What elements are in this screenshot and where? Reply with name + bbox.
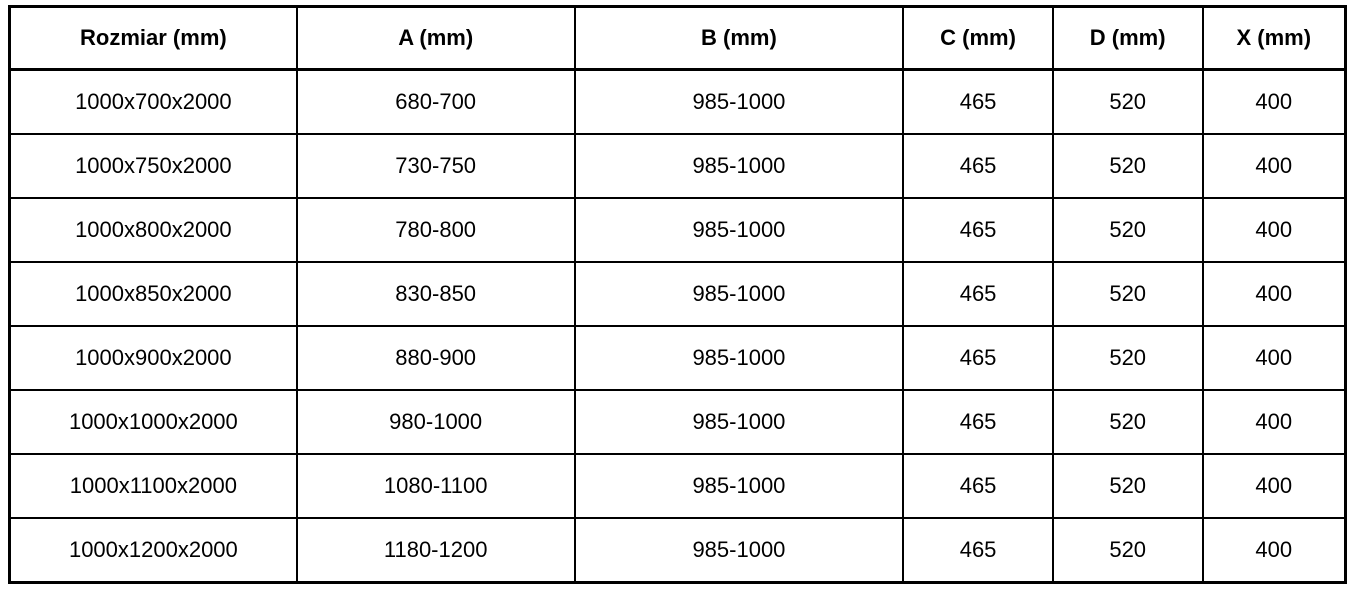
table-body xyxy=(10,70,1346,583)
table-cell: 830-850 xyxy=(297,262,575,326)
table-cell: 520 xyxy=(1053,518,1203,583)
table-cell: 400 xyxy=(1203,518,1346,583)
table-cell: 465 xyxy=(903,390,1053,454)
table-cell: 520 xyxy=(1053,198,1203,262)
table-cell: 1000x700x2000 xyxy=(10,70,297,135)
size-spec-table xyxy=(8,5,1347,584)
table-cell: 980-1000 xyxy=(297,390,575,454)
table-row xyxy=(10,70,1346,135)
table-cell: 985-1000 xyxy=(575,454,904,518)
table-row xyxy=(10,518,1346,583)
table-header xyxy=(10,7,1346,70)
column-header-d: D (mm) xyxy=(1053,7,1203,70)
table-cell: 465 xyxy=(903,198,1053,262)
table-row xyxy=(10,390,1346,454)
table-row xyxy=(10,262,1346,326)
table-cell: 1000x800x2000 xyxy=(10,198,297,262)
table-cell: 465 xyxy=(903,70,1053,135)
table-cell: 1000x750x2000 xyxy=(10,134,297,198)
table-row xyxy=(10,134,1346,198)
table-cell: 985-1000 xyxy=(575,518,904,583)
table-cell: 465 xyxy=(903,262,1053,326)
table-cell: 680-700 xyxy=(297,70,575,135)
header-row xyxy=(10,7,1346,70)
table-cell: 520 xyxy=(1053,326,1203,390)
column-header-x: X (mm) xyxy=(1203,7,1346,70)
table-cell: 1000x900x2000 xyxy=(10,326,297,390)
table-cell: 400 xyxy=(1203,326,1346,390)
table-cell: 780-800 xyxy=(297,198,575,262)
table-cell: 520 xyxy=(1053,70,1203,135)
table-cell: 1000x1200x2000 xyxy=(10,518,297,583)
table-cell: 400 xyxy=(1203,70,1346,135)
table-cell: 985-1000 xyxy=(575,326,904,390)
table-cell: 400 xyxy=(1203,198,1346,262)
table-cell: 1080-1100 xyxy=(297,454,575,518)
table-cell: 985-1000 xyxy=(575,390,904,454)
table-cell: 985-1000 xyxy=(575,198,904,262)
table-cell: 520 xyxy=(1053,454,1203,518)
table-cell: 465 xyxy=(903,326,1053,390)
table-cell: 985-1000 xyxy=(575,134,904,198)
column-header-rozmiar: Rozmiar (mm) xyxy=(10,7,297,70)
table-cell: 520 xyxy=(1053,262,1203,326)
table-cell: 400 xyxy=(1203,390,1346,454)
table-cell: 985-1000 xyxy=(575,70,904,135)
table-cell: 1180-1200 xyxy=(297,518,575,583)
table-cell: 520 xyxy=(1053,390,1203,454)
table-row xyxy=(10,454,1346,518)
column-header-a: A (mm) xyxy=(297,7,575,70)
table-cell: 985-1000 xyxy=(575,262,904,326)
table-row xyxy=(10,326,1346,390)
table-cell: 1000x1000x2000 xyxy=(10,390,297,454)
table-cell: 1000x1100x2000 xyxy=(10,454,297,518)
table-cell: 400 xyxy=(1203,454,1346,518)
column-header-c: C (mm) xyxy=(903,7,1053,70)
column-header-b: B (mm) xyxy=(575,7,904,70)
table-cell: 465 xyxy=(903,518,1053,583)
table-cell: 1000x850x2000 xyxy=(10,262,297,326)
table-cell: 465 xyxy=(903,454,1053,518)
table-cell: 400 xyxy=(1203,134,1346,198)
table-cell: 730-750 xyxy=(297,134,575,198)
table-cell: 465 xyxy=(903,134,1053,198)
table-row xyxy=(10,198,1346,262)
table-cell: 880-900 xyxy=(297,326,575,390)
table-cell: 400 xyxy=(1203,262,1346,326)
table-cell: 520 xyxy=(1053,134,1203,198)
